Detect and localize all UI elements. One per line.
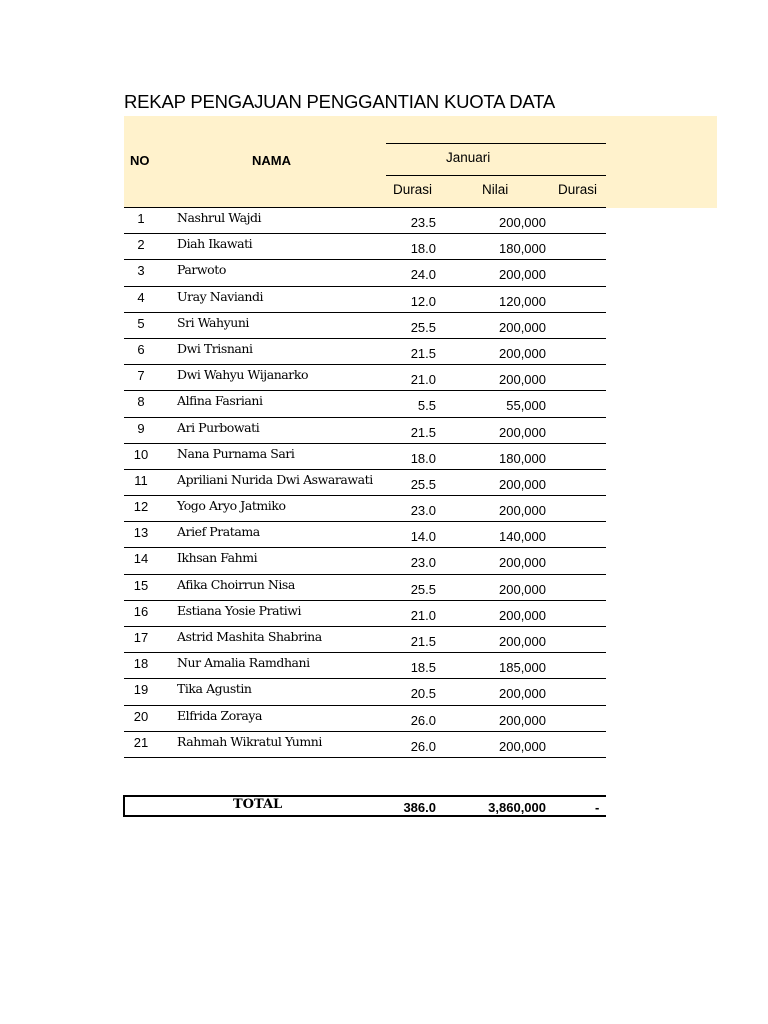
row-durasi: 23.0	[410, 555, 436, 571]
table-row	[124, 260, 606, 286]
row-nama: Dwi Trisnani	[177, 340, 253, 356]
row-nama: Nashrul Wajdi	[177, 210, 262, 225]
row-nilai: 200,000	[499, 503, 546, 519]
row-no: 17	[133, 630, 149, 645]
row-durasi: 14.0	[410, 529, 436, 545]
row-nilai: 200,000	[499, 215, 546, 230]
row-nama: Arief Pratama	[177, 524, 260, 540]
total-durasi: 386.0	[403, 800, 436, 815]
row-nilai: 200,000	[499, 345, 546, 361]
row-no: 3	[137, 263, 145, 279]
row-no: 21	[133, 734, 149, 750]
row-durasi: 18.0	[410, 241, 436, 257]
header-no: NO	[130, 153, 150, 168]
row-nilai: 200,000	[499, 738, 546, 754]
row-no: 11	[134, 472, 148, 488]
row-nama: Diah Ikawati	[177, 236, 253, 252]
row-nama: Sri Wahyuni	[177, 314, 249, 330]
row-nilai: 200,000	[499, 476, 546, 492]
row-durasi: 18.5	[410, 660, 436, 676]
data-rows	[124, 208, 606, 758]
row-durasi: 26.0	[410, 738, 436, 754]
table-row	[124, 522, 606, 548]
table-row	[124, 365, 606, 391]
table-row	[124, 418, 606, 444]
row-nilai: 180,000	[499, 450, 546, 466]
month-bottom-rule	[386, 175, 606, 176]
row-durasi: 23.0	[410, 503, 436, 519]
table-row	[124, 208, 606, 234]
row-nama: Astrid Mashita Shabrina	[177, 629, 322, 644]
row-no: 15	[133, 577, 149, 593]
table-row	[124, 339, 606, 365]
row-nilai: 55,000	[506, 398, 546, 414]
row-nama: Alfina Fasriani	[177, 393, 263, 409]
row-nilai: 200,000	[499, 267, 546, 283]
row-no: 14	[133, 551, 149, 567]
row-nilai: 200,000	[499, 372, 546, 388]
table-row	[124, 313, 606, 339]
row-no: 13	[133, 525, 149, 541]
row-durasi: 21.5	[410, 634, 436, 649]
row-nama: Dwi Wahyu Wijanarko	[177, 367, 309, 383]
row-nama: Yogo Aryo Jatmiko	[177, 498, 286, 514]
row-no: 19	[133, 682, 149, 698]
table-row	[124, 601, 606, 627]
table-row	[124, 470, 606, 496]
row-nilai: 120,000	[499, 293, 546, 309]
row-nilai: 200,000	[499, 712, 546, 728]
row-durasi: 23.5	[410, 215, 436, 230]
total-label: TOTAL	[233, 797, 283, 812]
row-nilai: 140,000	[499, 529, 546, 545]
row-no: 12	[133, 499, 149, 515]
row-nama: Ikhsan Fahmi	[177, 550, 258, 566]
row-no: 6	[137, 341, 145, 357]
total-nilai: 3,860,000	[488, 800, 546, 815]
row-durasi: 21.0	[410, 372, 436, 388]
row-nilai: 200,000	[499, 319, 546, 335]
header-month-januari: Januari	[446, 150, 491, 165]
table-row	[124, 391, 606, 417]
row-durasi: 5.5	[417, 398, 436, 414]
header-durasi-next: Durasi	[558, 182, 598, 197]
row-nilai: 200,000	[499, 424, 546, 440]
row-nama: Apriliani Nurida Dwi Aswarawati	[177, 471, 373, 487]
row-nilai: 180,000	[499, 241, 546, 257]
row-nama: Nana Purnama Sari	[177, 445, 295, 461]
table-row	[124, 444, 606, 470]
row-durasi: 25.5	[410, 581, 436, 597]
table-row	[124, 706, 606, 732]
row-nama: Uray Naviandi	[177, 288, 264, 304]
row-durasi: 24.0	[410, 267, 436, 283]
row-durasi: 26.0	[410, 712, 436, 728]
table-row	[124, 732, 606, 758]
row-nilai: 200,000	[499, 581, 546, 597]
row-nilai: 200,000	[499, 555, 546, 571]
row-nilai: 200,000	[499, 686, 546, 702]
table-row	[124, 627, 606, 653]
month-top-rule	[386, 143, 606, 144]
row-no: 10	[133, 446, 149, 462]
table-row	[124, 575, 606, 601]
table-row	[124, 679, 606, 705]
header-nama: NAMA	[252, 153, 291, 168]
total-next: -	[595, 800, 600, 815]
table-row	[124, 234, 606, 260]
row-durasi: 21.5	[410, 345, 436, 361]
row-nama: Rahmah Wikratul Yumni	[177, 733, 322, 749]
row-no: 20	[133, 708, 149, 724]
row-no: 8	[137, 394, 145, 410]
table-row	[124, 548, 606, 574]
row-nama: Parwoto	[177, 262, 226, 278]
row-no: 1	[137, 211, 145, 226]
page-title: REKAP PENGAJUAN PENGGANTIAN KUOTA DATA	[124, 91, 556, 112]
row-durasi: 21.0	[410, 607, 436, 623]
row-no: 9	[137, 420, 145, 436]
row-no: 18	[133, 656, 149, 672]
row-nilai: 185,000	[499, 660, 546, 676]
table-row	[124, 287, 606, 313]
row-nama: Ari Purbowati	[177, 419, 260, 435]
row-durasi: 25.5	[410, 476, 436, 492]
row-durasi: 12.0	[410, 293, 436, 309]
row-durasi: 25.5	[410, 319, 436, 335]
row-nilai: 200,000	[499, 607, 546, 623]
row-nama: Estiana Yosie Pratiwi	[177, 602, 302, 618]
row-no: 5	[137, 315, 145, 331]
row-nama: Elfrida Zoraya	[177, 707, 263, 723]
row-no: 4	[137, 289, 145, 305]
header-nilai: Nilai	[482, 182, 509, 197]
row-nilai: 200,000	[499, 634, 546, 649]
row-nama: Afika Choirrun Nisa	[177, 576, 295, 592]
row-nama: Tika Agustin	[177, 681, 252, 697]
row-no: 16	[133, 603, 149, 619]
row-durasi: 20.5	[410, 686, 436, 702]
row-no: 2	[137, 237, 145, 253]
row-durasi: 18.0	[410, 450, 436, 466]
row-no: 7	[137, 368, 145, 384]
table-row	[124, 496, 606, 522]
header-durasi: Durasi	[393, 182, 433, 197]
row-nama: Nur Amalia Ramdhani	[177, 655, 310, 671]
row-durasi: 21.5	[410, 424, 436, 440]
table-row	[124, 653, 606, 679]
